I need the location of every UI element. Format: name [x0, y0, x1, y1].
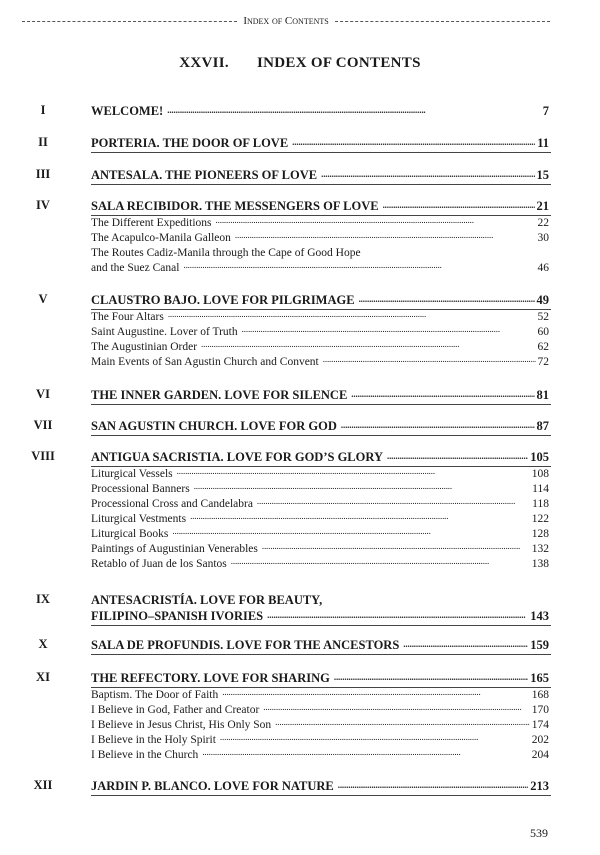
- subsection-entry: [91, 323, 549, 338]
- chapter-heading-title: THE REFECTORY. LOVE FOR SHARING: [91, 671, 330, 685]
- heading-underline: [91, 687, 551, 688]
- subsection-entry: [91, 510, 549, 525]
- page-title: [0, 55, 600, 72]
- chapter-entries: [91, 387, 549, 403]
- subsection-entry: [91, 525, 549, 540]
- chapter-heading-page: 21: [536, 199, 549, 213]
- chapter-number: II: [38, 135, 48, 149]
- chapter-number: VI: [36, 387, 50, 401]
- heading-underline: [91, 404, 551, 405]
- chapter-heading-page: 81: [536, 388, 549, 402]
- dot-leader: [216, 215, 536, 226]
- chapter-heading-page: 11: [537, 136, 549, 150]
- dot-leader: [190, 511, 530, 522]
- subsection-entry-page: 132: [531, 543, 549, 555]
- page-number: 539: [530, 826, 548, 840]
- subsection-entry-page: 170: [531, 704, 549, 716]
- subsection-entry: [91, 338, 549, 353]
- dot-leader: [172, 526, 529, 537]
- subsection-entry-page: 60: [537, 326, 549, 338]
- chapter-number: IV: [36, 198, 50, 212]
- chapter-entries: [91, 670, 549, 761]
- subsection-entry-title: The Routes Cadiz-Manila through the Cape of Good Hope: [91, 247, 361, 259]
- chapter-heading-title: THE INNER GARDEN. LOVE FOR SILENCE: [91, 388, 348, 402]
- chapter-entries: [91, 167, 549, 183]
- dot-leader: [275, 717, 530, 728]
- subsection-entry-page: 108: [531, 468, 549, 480]
- subsection-entry-title: The Four Altars: [91, 311, 164, 323]
- chapter-number: III: [35, 167, 51, 181]
- chapter-heading-title: SALA DE PROFUNDIS. LOVE FOR THE ANCESTORS: [91, 638, 400, 652]
- chapter-number: VII: [33, 418, 53, 432]
- dot-leader: [387, 451, 528, 462]
- chapter-heading-title: SAN AGUSTIN CHURCH. LOVE FOR GOD: [91, 419, 337, 433]
- chapter-heading: [91, 167, 549, 183]
- subsection-entry-page: 118: [532, 498, 549, 510]
- subsection-entry-page: 122: [531, 513, 549, 525]
- subsection-entry-page: 168: [531, 689, 549, 701]
- subsection-entry-title: I Believe in God, Father and Creator: [91, 704, 260, 716]
- subsection-entry-title: The Different Expeditions: [91, 217, 212, 229]
- subsection-entry-page: 204: [531, 749, 549, 761]
- chapter-entries: [91, 778, 549, 794]
- subsection-entry-page: 138: [531, 558, 549, 570]
- chapter-entries: [91, 637, 549, 653]
- subsection-entry: [91, 480, 549, 495]
- subsection-entry: [91, 540, 549, 555]
- heading-underline: [91, 435, 551, 436]
- chapter-heading: [91, 637, 549, 653]
- chapter-heading-cont: [91, 608, 549, 624]
- chapter-heading: [91, 449, 549, 465]
- subsection-entry-page: 128: [531, 528, 549, 540]
- dot-leader: [201, 339, 535, 350]
- chapter-number: X: [38, 637, 48, 651]
- subsection-entry-page: 202: [531, 734, 549, 746]
- subsection-entry-page: 52: [537, 311, 549, 323]
- subsection-entry: [91, 716, 549, 731]
- dot-leader: [262, 541, 530, 552]
- dot-leader: [341, 420, 535, 431]
- chapter-heading-page: 15: [536, 168, 549, 182]
- chapter-entries: [91, 449, 549, 570]
- dot-leader: [222, 687, 530, 698]
- chapter-number: I: [40, 103, 46, 117]
- dot-leader: [267, 610, 528, 621]
- chapter-heading: [91, 778, 549, 794]
- chapter-heading-page: 87: [536, 419, 549, 433]
- dot-leader: [202, 747, 529, 758]
- chapter-heading-page: 165: [530, 671, 549, 685]
- heading-underline: [91, 152, 551, 153]
- chapter-number: VIII: [31, 449, 55, 463]
- subsection-entry-title: Processional Cross and Candelabra: [91, 498, 253, 510]
- dot-leader: [183, 260, 535, 271]
- chapter-number: XI: [36, 670, 50, 684]
- subsection-entry-page: 72: [537, 356, 549, 368]
- subsection-entry: [91, 701, 549, 716]
- chapter-entries: [91, 135, 549, 151]
- dot-leader: [231, 556, 530, 567]
- subsection-entry-page: 30: [537, 232, 549, 244]
- chapter-heading: [91, 670, 549, 686]
- chapter-heading-title: CLAUSTRO BAJO. LOVE FOR PILGRIMAGE: [91, 293, 355, 307]
- chapter-heading: [91, 418, 549, 434]
- heading-underline: [91, 795, 551, 796]
- chapter-heading-page: 105: [530, 450, 549, 464]
- chapter-heading: [91, 592, 549, 608]
- subsection-entry: [91, 555, 549, 570]
- chapter-number: XII: [33, 778, 53, 792]
- heading-underline: [91, 309, 551, 310]
- subsection-entry-title: Retablo of Juan de los Santos: [91, 558, 227, 570]
- dot-leader: [220, 732, 530, 743]
- chapter-heading-page: 159: [530, 638, 549, 652]
- dot-leader: [168, 309, 536, 320]
- header-dash-left: [22, 21, 237, 22]
- chapter-heading: [91, 387, 549, 403]
- subsection-entry-title: Processional Banners: [91, 483, 190, 495]
- header-dash-right: [335, 21, 550, 22]
- dot-leader: [403, 639, 528, 650]
- dot-leader: [194, 481, 530, 492]
- dot-leader: [242, 324, 536, 335]
- subsection-entry: [91, 495, 549, 510]
- dot-leader: [167, 105, 541, 116]
- chapter-heading-page: 7: [542, 104, 549, 118]
- subsection-entry: [91, 214, 549, 229]
- heading-underline: [91, 215, 551, 216]
- subsection-entry-title: Liturgical Vestments: [91, 513, 187, 525]
- subsection-entry-title: I Believe in the Church: [91, 749, 199, 761]
- chapter-heading-title: ANTESACRISTÍA. LOVE FOR BEAUTY,: [91, 593, 323, 607]
- subsection-entry-title: and the Suez Canal: [91, 262, 180, 274]
- subsection-entry-title: The Acapulco-Manila Galleon: [91, 232, 231, 244]
- subsection-entry-title: I Believe in Jesus Christ, His Only Son: [91, 719, 272, 731]
- subsection-entry-title: Main Events of San Agustin Church and Convent: [91, 356, 319, 368]
- subsection-entry-title: Baptism. The Door of Faith: [91, 689, 219, 701]
- chapter-heading: [91, 198, 549, 214]
- subsection-entry-page: 62: [537, 341, 549, 353]
- title-number: XXVII.: [179, 55, 229, 71]
- dot-leader: [235, 230, 536, 241]
- subsection-entry-title: Liturgical Books: [91, 528, 169, 540]
- dot-leader: [359, 294, 535, 305]
- running-header: [22, 13, 550, 29]
- dot-leader: [351, 389, 534, 400]
- dot-leader: [323, 354, 536, 365]
- chapter-heading-title: WELCOME!: [91, 104, 164, 118]
- chapter-heading-page: 213: [530, 779, 549, 793]
- chapter-entries: [91, 103, 549, 119]
- heading-underline: [91, 466, 551, 467]
- subsection-entry-page: 114: [532, 483, 549, 495]
- chapter-heading: [91, 135, 549, 151]
- dot-leader: [263, 702, 529, 713]
- title-text: INDEX OF CONTENTS: [256, 55, 421, 71]
- dot-leader: [257, 496, 530, 507]
- subsection-entry: [91, 353, 549, 368]
- chapter-entries: [91, 198, 549, 274]
- subsection-entry-page: 46: [537, 262, 549, 274]
- heading-underline: [91, 625, 551, 626]
- subsection-entry: [91, 229, 549, 244]
- chapter-number: IX: [36, 592, 50, 606]
- subsection-entry: [91, 259, 549, 274]
- chapter-heading-title: SALA RECIBIDOR. THE MESSENGERS OF LOVE: [91, 199, 379, 213]
- subsection-entry: [91, 465, 549, 480]
- subsection-entry: [91, 746, 549, 761]
- subsection-entry: [91, 244, 549, 259]
- chapter-entries: [91, 292, 549, 368]
- subsection-entry-title: Liturgical Vessels: [91, 468, 173, 480]
- heading-underline: [91, 654, 551, 655]
- chapter-heading-page: 49: [536, 293, 549, 307]
- subsection-entry: [91, 731, 549, 746]
- chapter-heading-cont-page: 143: [530, 609, 549, 623]
- subsection-entry: [91, 686, 549, 701]
- subsection-entry-page: 22: [537, 217, 549, 229]
- subsection-entry-title: I Believe in the Holy Spirit: [91, 734, 216, 746]
- chapter-heading-title: ANTIGUA SACRISTIA. LOVE FOR GOD’S GLORY: [91, 450, 383, 464]
- chapter-heading-title: JARDIN P. BLANCO. LOVE FOR NATURE: [91, 779, 334, 793]
- dot-leader: [334, 672, 528, 683]
- subsection-entry-title: Saint Augustine. Lover of Truth: [91, 326, 238, 338]
- dot-leader: [292, 137, 535, 148]
- subsection-entry-page: 174: [531, 719, 549, 731]
- dot-leader: [177, 466, 530, 477]
- subsection-entry-title: Paintings of Augustinian Venerables: [91, 543, 258, 555]
- chapter-entries: [91, 592, 549, 624]
- subsection-entry: [91, 308, 549, 323]
- chapter-heading: [91, 103, 549, 119]
- dot-leader: [338, 780, 529, 791]
- chapter-heading-title: PORTERIA. THE DOOR OF LOVE: [91, 136, 289, 150]
- chapter-heading: [91, 292, 549, 308]
- chapter-heading-title: ANTESALA. THE PIONEERS OF LOVE: [91, 168, 318, 182]
- running-header-text: Index of Contents: [243, 15, 329, 27]
- heading-underline: [91, 184, 551, 185]
- subsection-entry-title: The Augustinian Order: [91, 341, 198, 353]
- chapter-number: V: [38, 292, 48, 306]
- dot-leader: [321, 169, 534, 180]
- chapter-heading-cont-title: FILIPINO–SPANISH IVORIES: [91, 609, 264, 623]
- dot-leader: [383, 200, 535, 211]
- chapter-entries: [91, 418, 549, 434]
